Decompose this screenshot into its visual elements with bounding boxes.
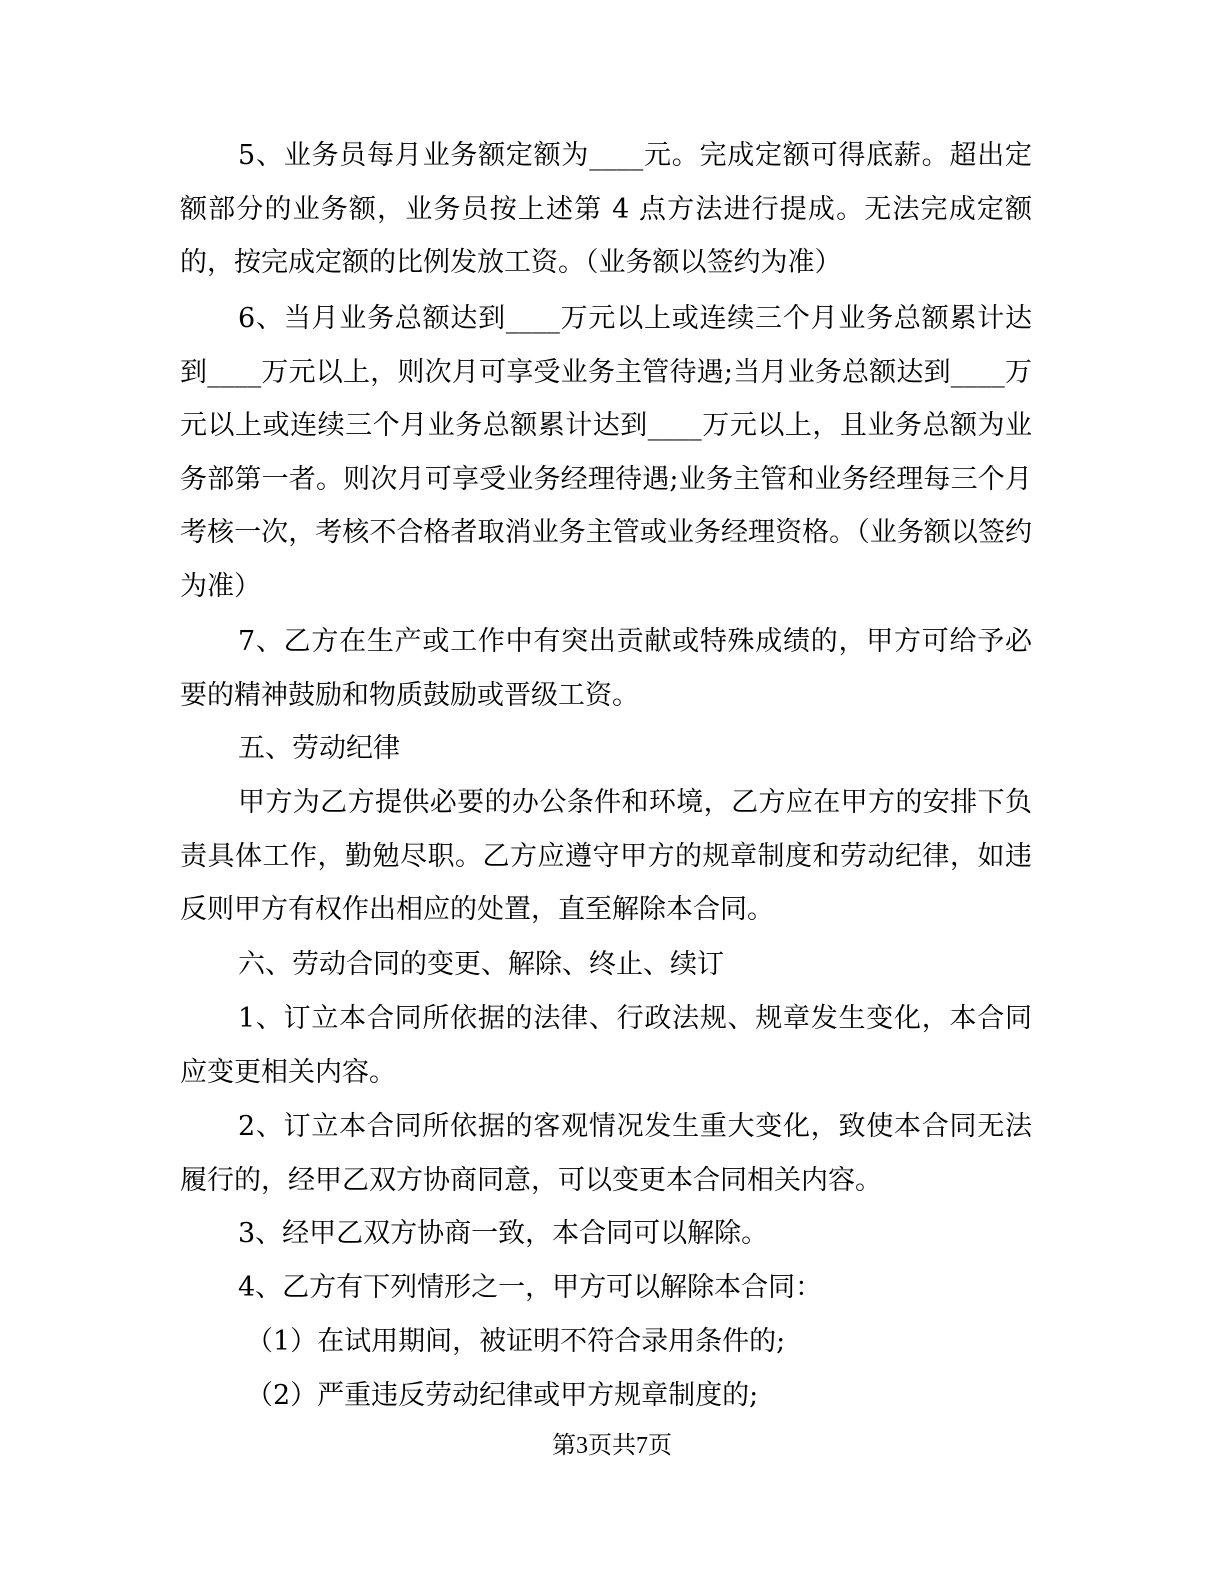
paragraph-change-3: 3、经甲乙双方协商一致，本合同可以解除。 [238, 1218, 769, 1249]
paragraph-item-6: 6、当月业务总额达到____万元以上或连续三个月业务总额累计达到____万元以上，则次月可享受业务主管待遇;当月业务总额达到____万元以上或连续三个月业务总额累计达到____万元以上，且业务总额为业务部第一者。则次月可享受业务经理待遇;业务主管和业务经理每三个月考核一次，考核不合格者取消业务主管或业务经理资格。（业务额以签约为准） [180, 303, 1032, 602]
section-heading-labor-discipline: 五、劳动纪律 [238, 733, 400, 764]
page-number-footer: 第3页共7页 [552, 1433, 672, 1459]
section-heading-contract-change: 六、劳动合同的变更、解除、终止、续订 [238, 949, 724, 980]
list-item-condition-1: （1）在试用期间，被证明不符合录用条件的; [246, 1326, 786, 1357]
paragraph-labor-discipline: 甲方为乙方提供必要的办公条件和环境，乙方应在甲方的安排下负责具体工作，勤勉尽职。乙方应遵守甲方的规章制度和劳动纪律，如违反则甲方有权作出相应的处置，直至解除本合同。 [180, 787, 1032, 925]
paragraph-item-5: 5、业务员每月业务额定额为____元。完成定额可得底薪。超出定额部分的业务额，业务员按上述第 4 点方法进行提成。无法完成定额的，按完成定额的比例发放工资。（业务额以签约为准） [180, 140, 1032, 278]
paragraph-change-1: 1、订立本合同所依据的法律、行政法规、规章发生变化，本合同应变更相关内容。 [180, 1003, 1032, 1088]
paragraph-item-7: 7、乙方在生产或工作中有突出贡献或特殊成绩的，甲方可给予必要的精神鼓励和物质鼓励或晋级工资。 [180, 626, 1032, 711]
paragraph-change-2: 2、订立本合同所依据的客观情况发生重大变化，致使本合同无法履行的，经甲乙双方协商同意，可以变更本合同相关内容。 [180, 1111, 1032, 1196]
list-item-condition-2: （2）严重违反劳动纪律或甲方规章制度的; [246, 1380, 759, 1411]
paragraph-change-4: 4、乙方有下列情形之一，甲方可以解除本合同： [238, 1272, 823, 1303]
